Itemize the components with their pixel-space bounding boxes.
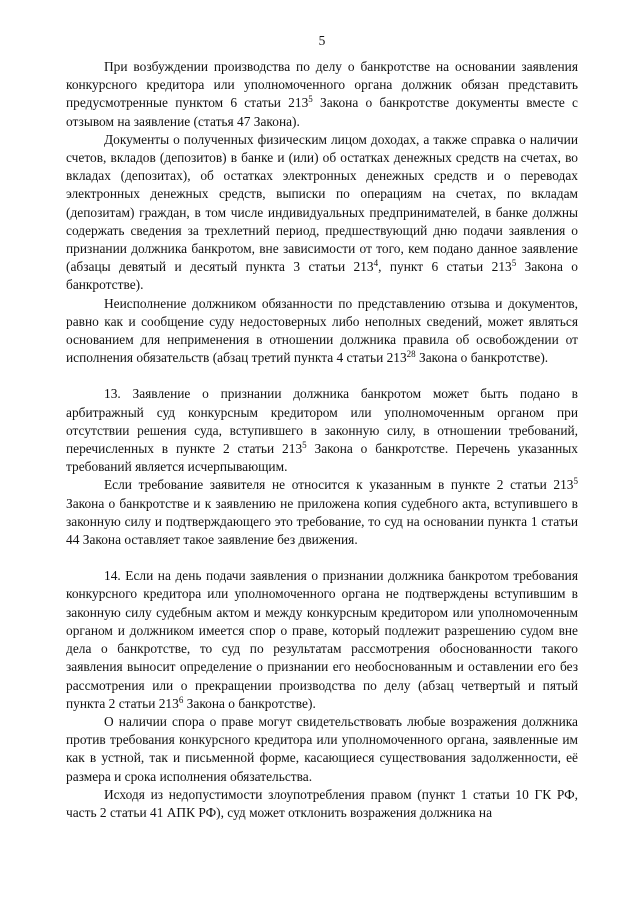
paragraph-claim-not-listed: Если требование заявителя не относится к указанным в пункте 2 статьи $213^5$ Закона о банкротстве и к заявлению не приложена копия судебного акта, вступившего в законную силу и подтверждающего это требование, то суд на основании пункта 1 статьи 44 Закона оставляет такое заявление без движения.	[66, 476, 578, 548]
document-page	[66, 32, 578, 822]
paragraph-section-14: 14. Если на день подачи заявления о признании должника банкротом требования конкурсного кредитора или уполномоченного органа не подтверждены вступившим в законную силу судебным актом и между конкурсным кредитором или уполномоченным органом и должником имеется спор о праве, который подлежит разрешению судом вне дела о банкротстве, то суд по результатам рассмотрения обоснованности такого заявления выносит определение о признании его необоснованным и оставлении его без рассмотрения или о прекращении производства по делу (абзац четвертый и пятый пункта 2 статьи $213^6$ Закона о банкротстве).	[66, 568, 578, 711]
paragraph-dispute-objections: О наличии спора о праве могут свидетельствовать любые возражения должника против требования конкурсного кредитора или уполномоченного органа, заявленные им как в устной, так и письменной форме, касающиеся существования задолженности, её размера и срока исполнения обязательства.	[66, 713, 578, 784]
paragraph-abuse-of-right: Исходя из недопустимости злоупотребления правом (пункт 1 статьи 10 ГК РФ, часть 2 статьи 41 АПК РФ), суд может отклонить возражения должника на	[66, 786, 578, 820]
paragraph-non-fulfillment: Неисполнение должником обязанности по представлению отзыва и документов, равно как и сообщение суду недостоверных либо неполных сведений, может являться основанием для неприменения в отношении должника правила об освобождении от исполнения обязательств (абзац третий пункта 4 статьи $213^{28}$ Закона о банкротстве).	[66, 295, 578, 366]
paragraph-income-documents: Документы о полученных физическим лицом доходах, а также справка о наличии счетов, вкладов (депозитов) в банке и (или) об остатках денежных средств на счетах, во вкладах (депозитах), об остатках электронных денежных средств и о переводах электронных денежных средств, выписки по операциям на счетах, по вкладам (депозитам) граждан, в том числе индивидуальных предпринимателей, в банке должны содержать сведения за трехлетний период, предшествующий дню подачи заявления о признании должника банкротом, вне зависимости от того, кем подано данное заявление (абзацы девятый и десятый пункта 3 статьи $213^4$, пункт 6 статьи $213^5$ Закона о банкротстве).	[66, 131, 578, 293]
paragraph-debtor-documents: При возбуждении производства по делу о банкротстве на основании заявления конкурсного кредитора или уполномоченного органа должник обязан представить предусмотренные пунктом 6 статьи $213^5$ Закона о банкротстве документы вместе с отзывом на заявление (статья 47 Закона).	[66, 59, 578, 129]
page-number: 5	[318, 33, 326, 48]
paragraph-section-13: 13. Заявление о признании должника банкротом может быть подано в арбитражный суд конкурсным кредитором или уполномоченным органом при отсутствии решения суда, вступившего в законную силу, в отношении требований, перечисленных в пункте 2 статьи $213^5$ Закона о банкротстве. Перечень указанных требований является исчерпывающим.	[66, 386, 578, 475]
